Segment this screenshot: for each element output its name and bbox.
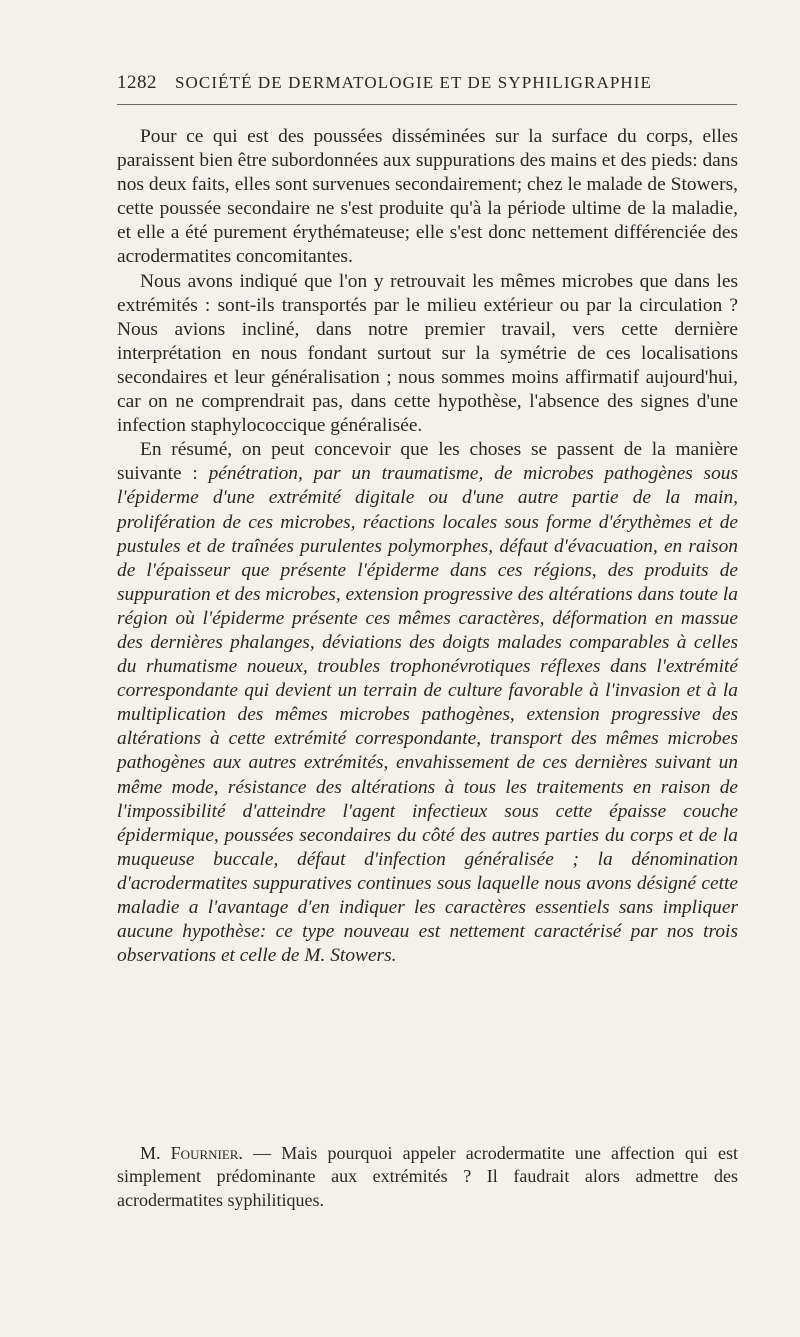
discussion-section (117, 1142, 738, 1212)
paragraph-3-summary: pénétration, par un traumatisme, de microbes pathogènes sous l'épiderme d'une extrémité digitale ou d'une autre partie de la main, prolifération de ces microbes, réactions locales sous forme d'érythèmes et de pustules et de traînées purulentes polymorphes, défaut d'évacuation, en raison de l'épaisseur que présente l'épiderme dans ces régions, des produits de suppuration et des microbes, extension progressive des altérations dans toute la région où l'épiderme présente ces mêmes caractères, déformation en massue des dernières phalanges, déviations des doigts malades comparables à celles du rhumatisme noueux, troubles trophonévrotiques réflexes dans l'extrémité correspondante qui devient un terrain de culture favorable à l'invasion et à la multiplication des mêmes microbes pathogènes, extension progressive des altérations à cette extrémité correspondante, transport des mêmes microbes pathogènes aux autres extrémités, envahissement de ces dernières suivant un même mode, résistance des altérations à tous les traitements en raison de l'impossibilité d'atteindre l'agent infectieux sous cette épaisse couche épidermique, poussées secondaires du côté des autres parties du corps et de la muqueuse buccale, défaut d'infection généralisée ; la dénomination d'acrodermatites suppuratives continues sous laquelle nous avons désigné cette maladie a l'avantage d'en indiquer les caractères essentiels sans impliquer aucune hypothèse: ce type nouveau est nettement caractérisé par nos trois observations et celle de M. Stowers. (117, 463, 739, 967)
page-number: 1282 (117, 72, 157, 93)
main-text (117, 125, 738, 968)
paragraph-3 (117, 438, 738, 968)
discussion-text: — Mais pourquoi appeler acrodermatite une affection qui est simplement prédominante aux extrémités ? Il faudrait alors admettre des acrodermatites syphilitiques. (117, 1143, 739, 1210)
discussion-paragraph (117, 1142, 738, 1212)
header-rule (117, 104, 737, 105)
journal-title: SOCIÉTÉ DE DERMATOLOGIE ET DE SYPHILIGRAPHIE (175, 73, 653, 92)
paragraph-3-intro: En résumé, on peut concevoir que les choses se passent de la manière suivante : (117, 439, 738, 485)
paragraph-1: Pour ce qui est des poussées disséminées sur la surface du corps, elles paraissent bien être subordonnées aux suppurations des mains et des pieds: dans nos deux faits, elles sont survenues secondairement; chez le malade de Stowers, cette poussée secondaire ne s'est produite qu'à la période ultime de la maladie, et elle a été purement érythémateuse; elle s'est donc nettement différenciée des acrodermatites concomitantes. (117, 126, 738, 268)
speaker-name: M. Fournier. (140, 1143, 243, 1163)
paragraph-2: Nous avons indiqué que l'on y retrouvait les mêmes microbes que dans les extrémités : sont-ils transportés par le milieu extérieur ou par la circulation ? Nous avions incliné, dans notre premier travail, vers cette dernière interprétation en nous fondant surtout sur la symétrie de ces localisations secondaires et leur généralisation ; nous sommes moins affirmatif aujourd'hui, car on ne comprendrait pas, dans cette hypothèse, l'absence des signes d'une infection staphylococcique généralisée. (117, 270, 738, 437)
running-header (117, 72, 735, 100)
